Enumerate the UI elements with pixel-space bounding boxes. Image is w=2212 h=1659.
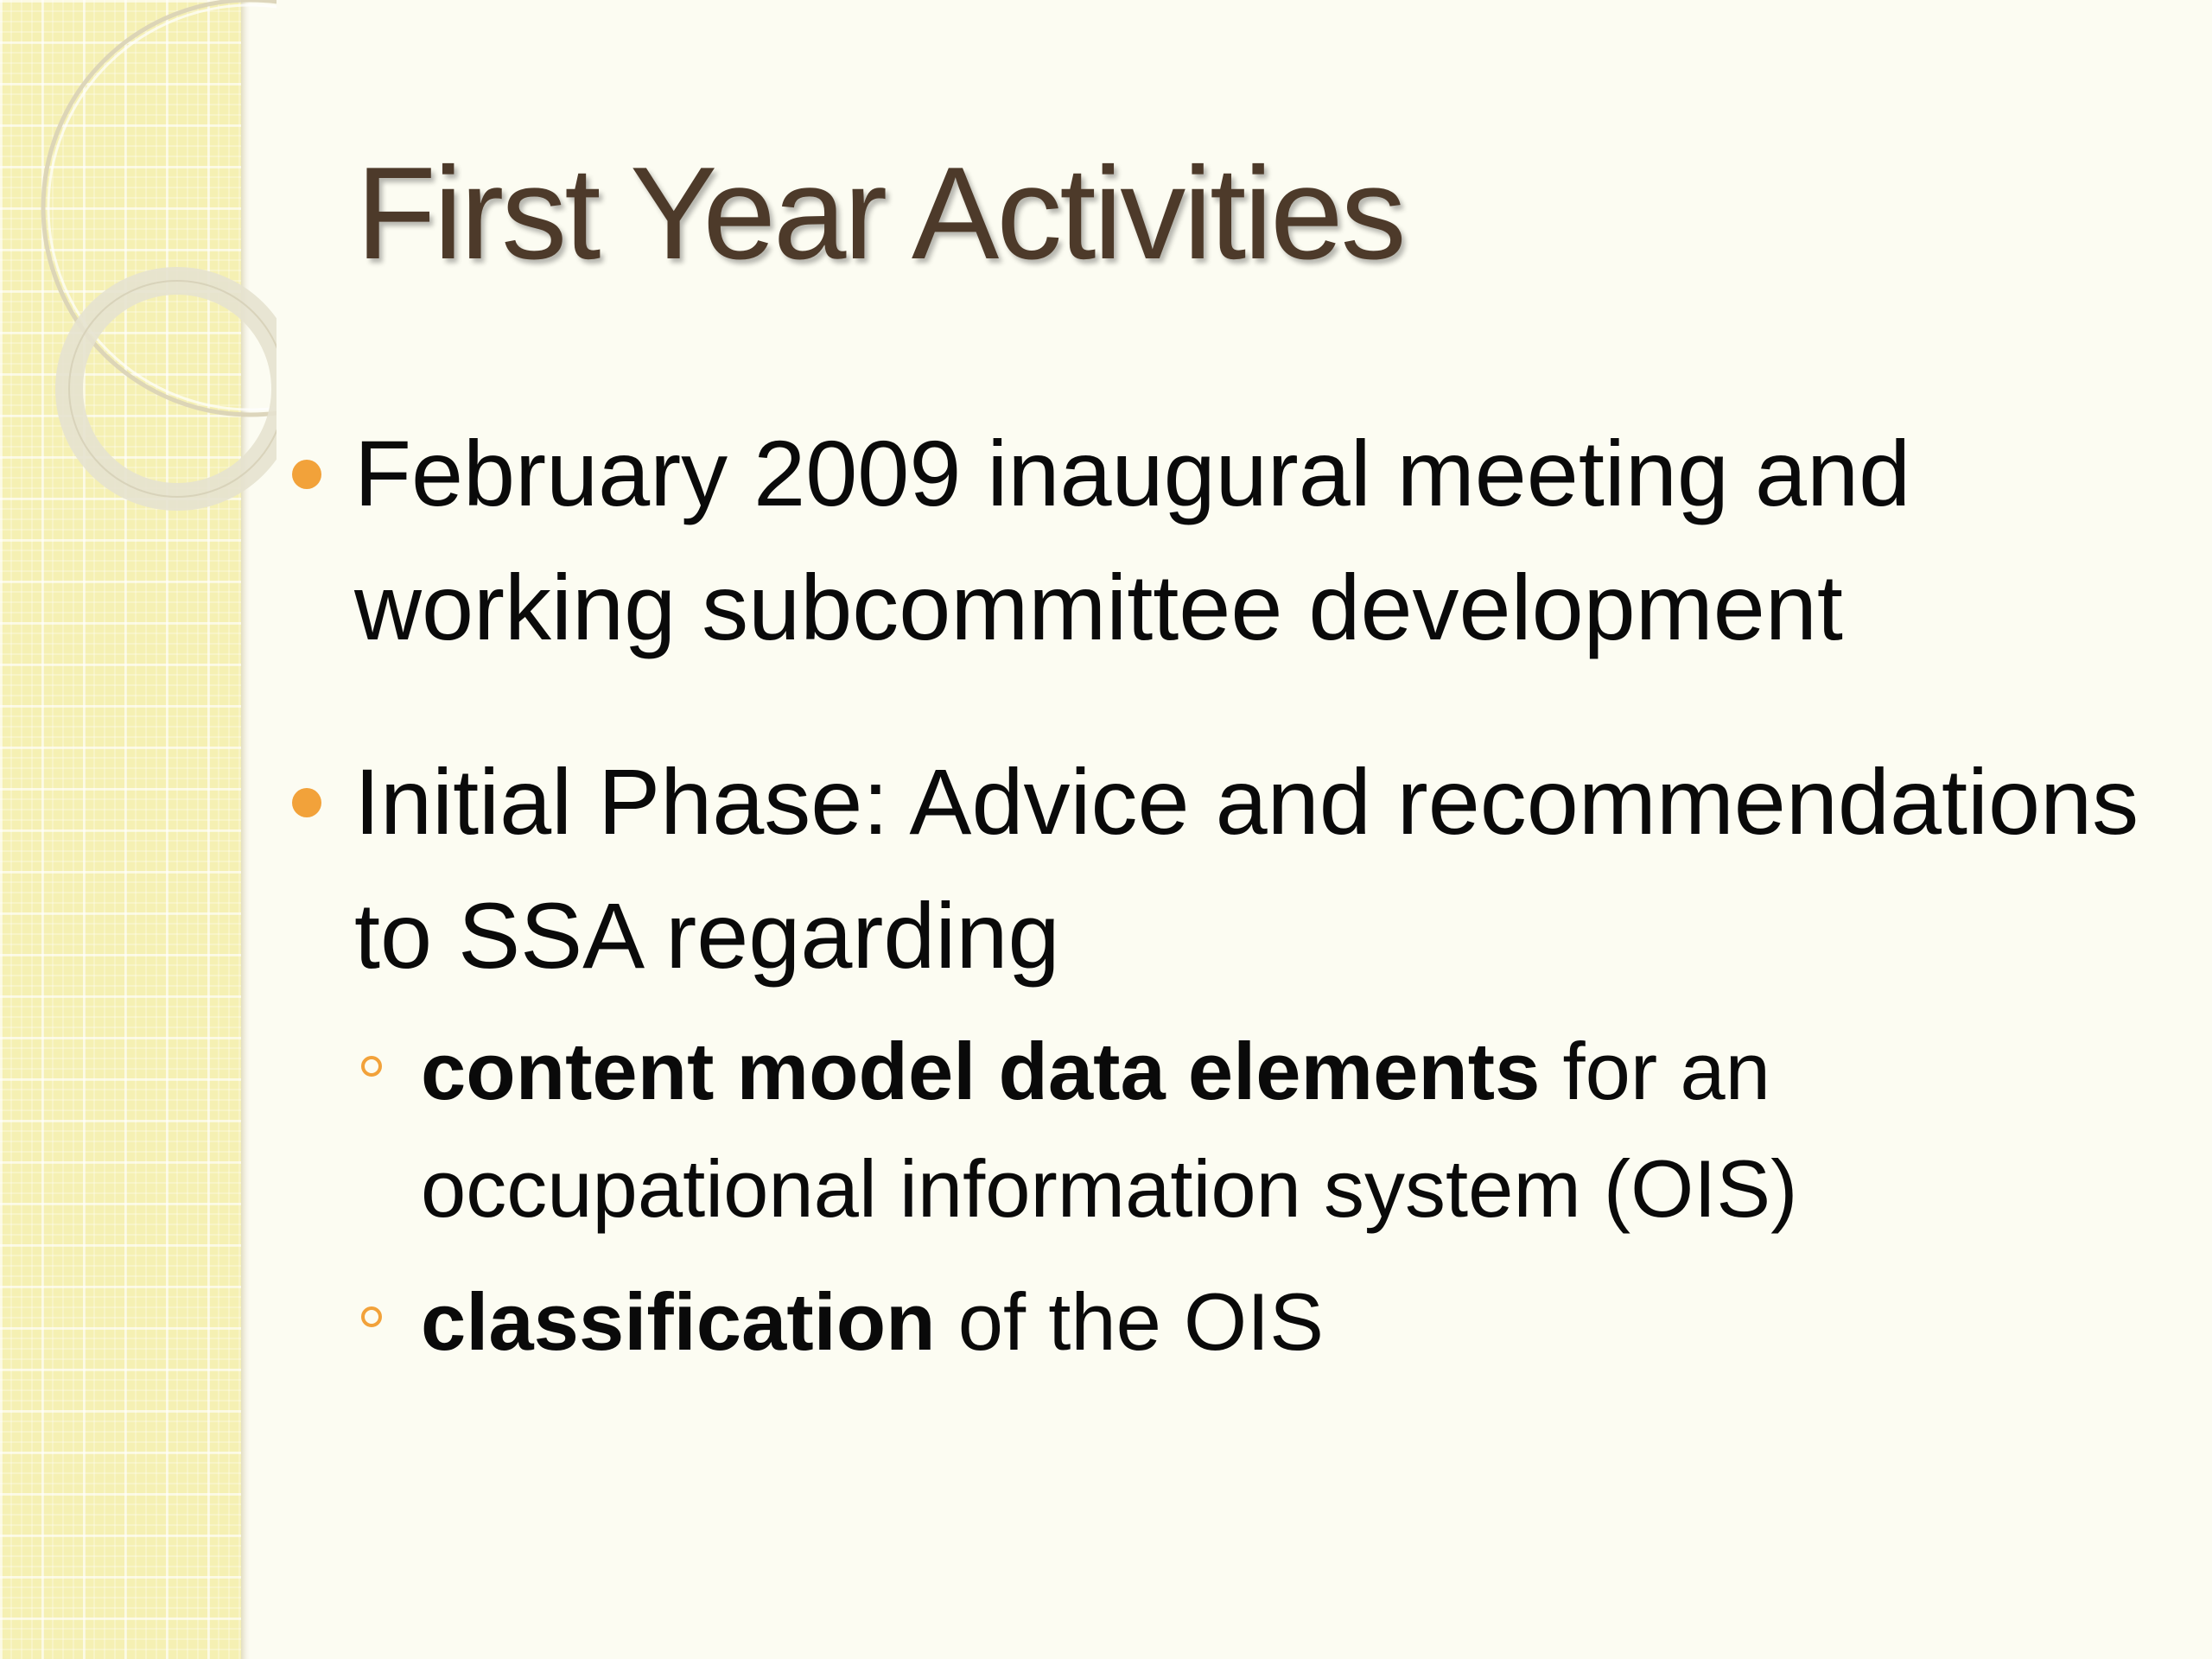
sub-bullet-text: of the OIS — [935, 1276, 1324, 1367]
sub-bullet-item — [354, 1013, 2169, 1248]
bullet-dot-icon — [292, 460, 321, 489]
bullet-dot-icon — [292, 788, 321, 817]
bullet-item — [285, 734, 2169, 1002]
sub-bullet-bold-text: classification — [421, 1276, 936, 1367]
bullet-text: February 2009 inaugural meeting and working subcommittee development — [354, 421, 1911, 659]
sub-bullet-item — [354, 1263, 2169, 1381]
slide-content — [285, 406, 2169, 1396]
bullet-text: Initial Phase: Advice and recommendations to SSA regarding — [354, 749, 2139, 988]
sub-bullet-text: for an occupational information system (OIS) — [421, 1026, 1798, 1234]
sub-bullet-ring-icon — [361, 1306, 382, 1327]
decorative-rings-icon — [0, 0, 276, 588]
slide-title: First Year Activities — [356, 140, 1404, 287]
bullet-item — [285, 406, 2169, 674]
sub-bullet-ring-icon — [361, 1056, 382, 1077]
sub-bullet-list — [354, 1013, 2169, 1381]
sub-bullet-bold-text: content model data elements — [421, 1026, 1541, 1116]
